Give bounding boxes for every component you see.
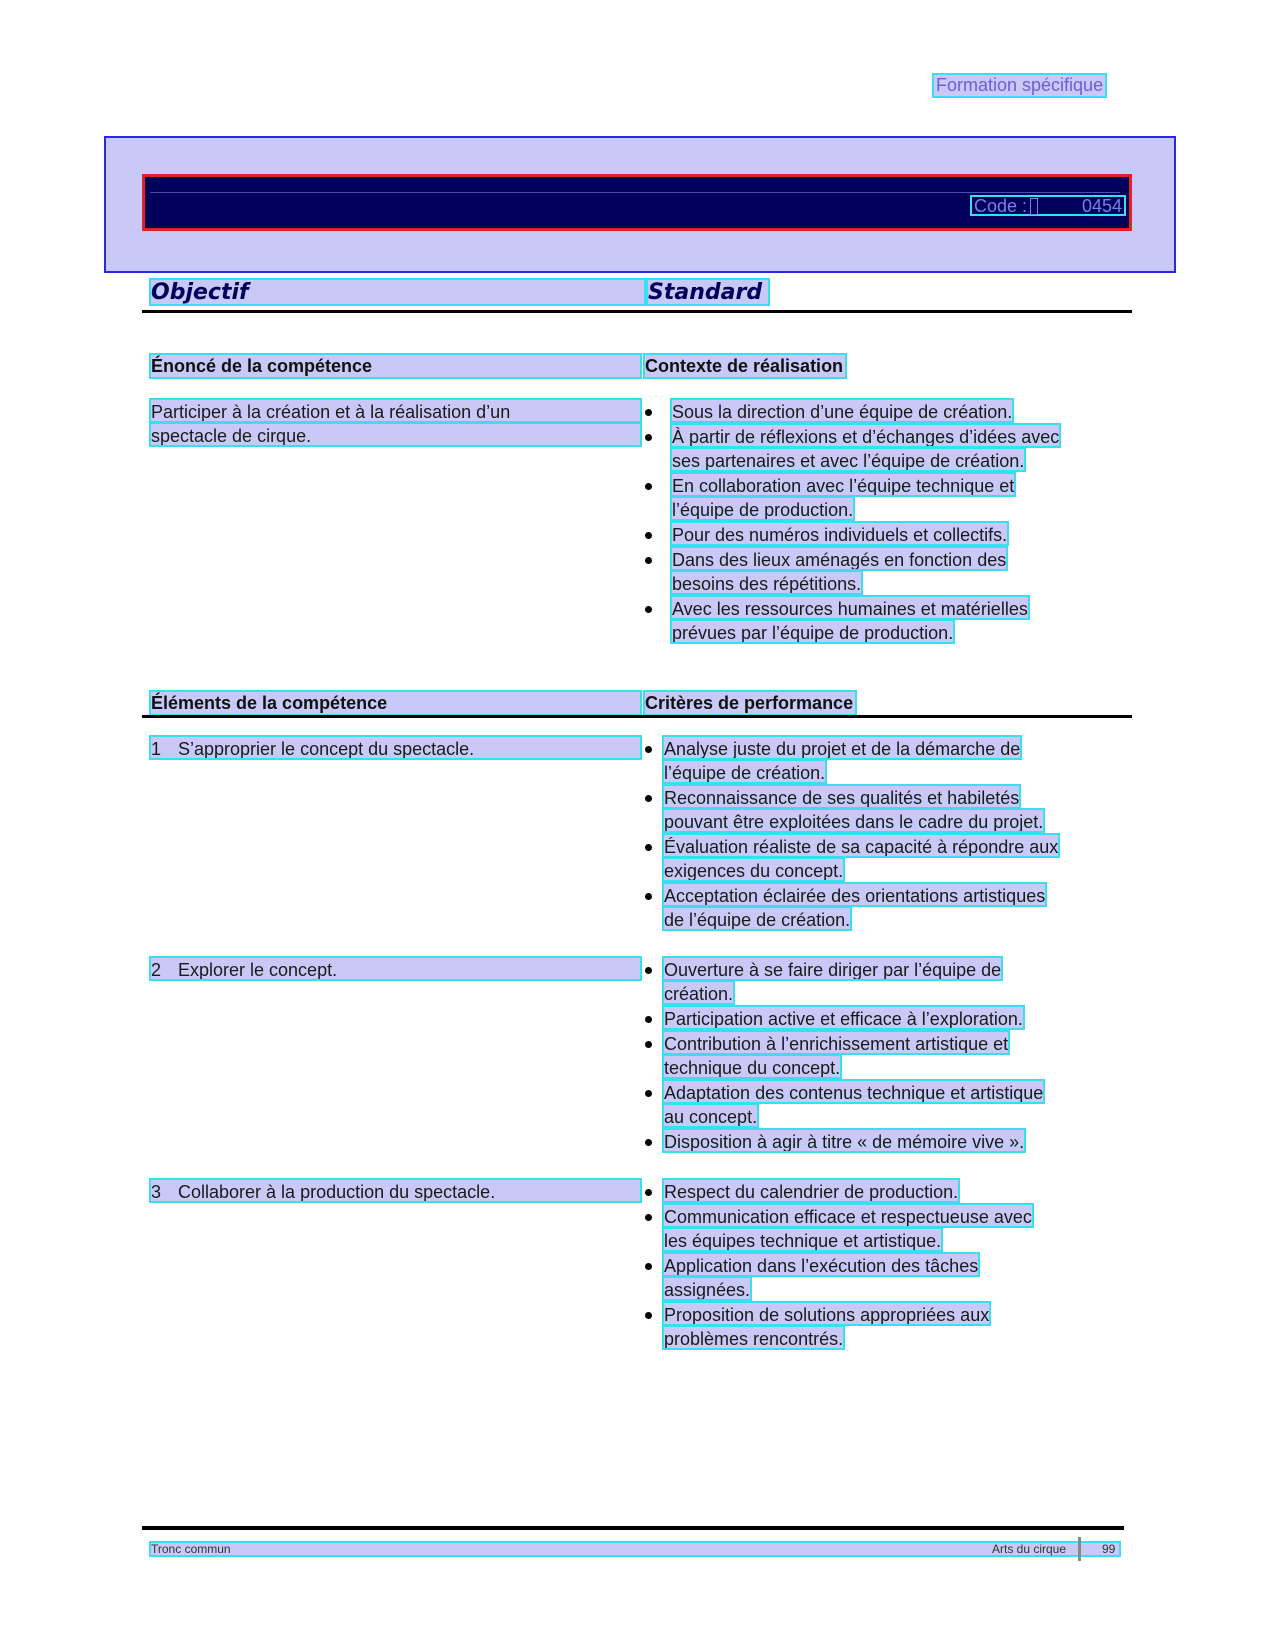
bullet-icon <box>645 795 652 802</box>
standard-heading: Standard <box>648 280 768 304</box>
element-label: Collaborer à la production du spectacle. <box>178 1182 496 1202</box>
footer-rule <box>142 1526 1124 1530</box>
footer-left: Tronc commun <box>151 1542 231 1556</box>
bullet-icon <box>645 967 652 974</box>
critere-item: de l’équipe de création. <box>664 910 851 930</box>
critere-item: au concept. <box>664 1107 758 1127</box>
critere-item: Application dans l’exécution des tâches <box>664 1256 979 1276</box>
enonce-line-2: spectacle de cirque. <box>151 424 640 445</box>
critere-item: les équipes technique et artistique. <box>664 1231 942 1251</box>
bullet-icon <box>645 409 652 416</box>
critere-item: technique du concept. <box>664 1058 841 1078</box>
critere-item: Contribution à l’enrichissement artistique et <box>664 1034 1009 1054</box>
critere-item: Participation active et efficace à l’exploration. <box>664 1009 1023 1029</box>
title-bar-divider <box>150 192 1120 193</box>
code-box <box>970 195 1126 216</box>
contexte-item: Sous la direction d’une équipe de création. <box>672 402 1013 422</box>
critere-item: Ouverture à se faire diriger par l’équipe de <box>664 960 1002 980</box>
element-number: 2 <box>151 960 162 980</box>
critere-item: Communication efficace et respectueuse avec <box>664 1207 1032 1227</box>
elements-rule <box>142 715 1132 718</box>
code-label: Code : <box>974 196 1028 216</box>
element-row <box>151 1180 640 1201</box>
objectif-heading: Objectif <box>151 280 644 304</box>
critere-item: Adaptation des contenus technique et artistique <box>664 1083 1044 1103</box>
bullet-icon <box>645 893 652 900</box>
critere-item: Acceptation éclairée des orientations artistiques <box>664 886 1046 906</box>
critere-item: exigences du concept. <box>664 861 844 881</box>
elements-title: Éléments de la compétence <box>151 692 640 714</box>
contexte-item: prévues par l’équipe de production. <box>672 623 954 643</box>
element-row <box>151 958 640 979</box>
bullet-icon <box>645 483 652 490</box>
bullet-icon <box>645 1312 652 1319</box>
element-label: S’approprier le concept du spectacle. <box>178 739 475 759</box>
critere-item: Analyse juste du projet et de la démarche de <box>664 739 1021 759</box>
contexte-item: En collaboration avec l’équipe technique et <box>672 476 1015 496</box>
contexte-item: ses partenaires et avec l’équipe de création. <box>672 451 1025 471</box>
criteres-title: Critères de performance <box>645 693 854 713</box>
contexte-item: l’équipe de production. <box>672 500 854 520</box>
critere-item: Disposition à agir à titre « de mémoire vive ». <box>664 1132 1025 1152</box>
bullet-icon <box>645 844 652 851</box>
bullet-icon <box>645 1041 652 1048</box>
bullet-icon <box>645 1016 652 1023</box>
contexte-item: Avec les ressources humaines et matérielles <box>672 599 1028 619</box>
critere-item: création. <box>664 984 734 1004</box>
element-number: 3 <box>151 1182 162 1202</box>
bullet-icon <box>645 1139 652 1146</box>
footer-bar <box>151 1543 1119 1555</box>
critere-item: assignées. <box>664 1280 751 1300</box>
contexte-item: Dans des lieux aménagés en fonction des <box>672 550 1007 570</box>
contexte-item: besoins des répétitions. <box>672 574 862 594</box>
bullet-icon <box>645 1214 652 1221</box>
bullet-icon <box>645 746 652 753</box>
critere-item: Reconnaissance de ses qualités et habiletés <box>664 788 1020 808</box>
bullet-icon <box>645 1189 652 1196</box>
enonce-title: Énoncé de la compétence <box>151 355 640 377</box>
section-label: Formation spécifique <box>936 75 1104 95</box>
bullet-icon <box>645 434 652 441</box>
bullet-icon <box>645 606 652 613</box>
critere-item: problèmes rencontrés. <box>664 1329 844 1349</box>
footer-right: Arts du cirque <box>992 1542 1067 1556</box>
contexte-title: Contexte de réalisation <box>645 356 844 376</box>
page-number: 99 <box>1102 1542 1116 1556</box>
contexte-item: À partir de réflexions et d’échanges d’idées avec <box>672 427 1060 447</box>
bullet-icon <box>645 557 652 564</box>
element-row <box>151 737 640 758</box>
critere-item: Proposition de solutions appropriées aux <box>664 1305 990 1325</box>
critere-item: l’équipe de création. <box>664 763 826 783</box>
contexte-item: Pour des numéros individuels et collectifs. <box>672 525 1008 545</box>
code-separator <box>1030 198 1038 215</box>
bullet-icon <box>645 1090 652 1097</box>
bullet-icon <box>645 1263 652 1270</box>
heading-rule <box>142 310 1132 313</box>
bullet-icon <box>645 532 652 539</box>
code-value: 0454 <box>1081 196 1122 216</box>
critere-item: pouvant être exploitées dans le cadre du projet. <box>664 812 1044 832</box>
critere-item: Respect du calendrier de production. <box>664 1182 959 1202</box>
element-number: 1 <box>151 739 162 759</box>
enonce-line-1: Participer à la création et à la réalisation d’un <box>151 400 640 421</box>
element-label: Explorer le concept. <box>178 960 338 980</box>
footer-separator <box>1078 1537 1081 1561</box>
critere-item: Évaluation réaliste de sa capacité à répondre aux <box>664 837 1059 857</box>
